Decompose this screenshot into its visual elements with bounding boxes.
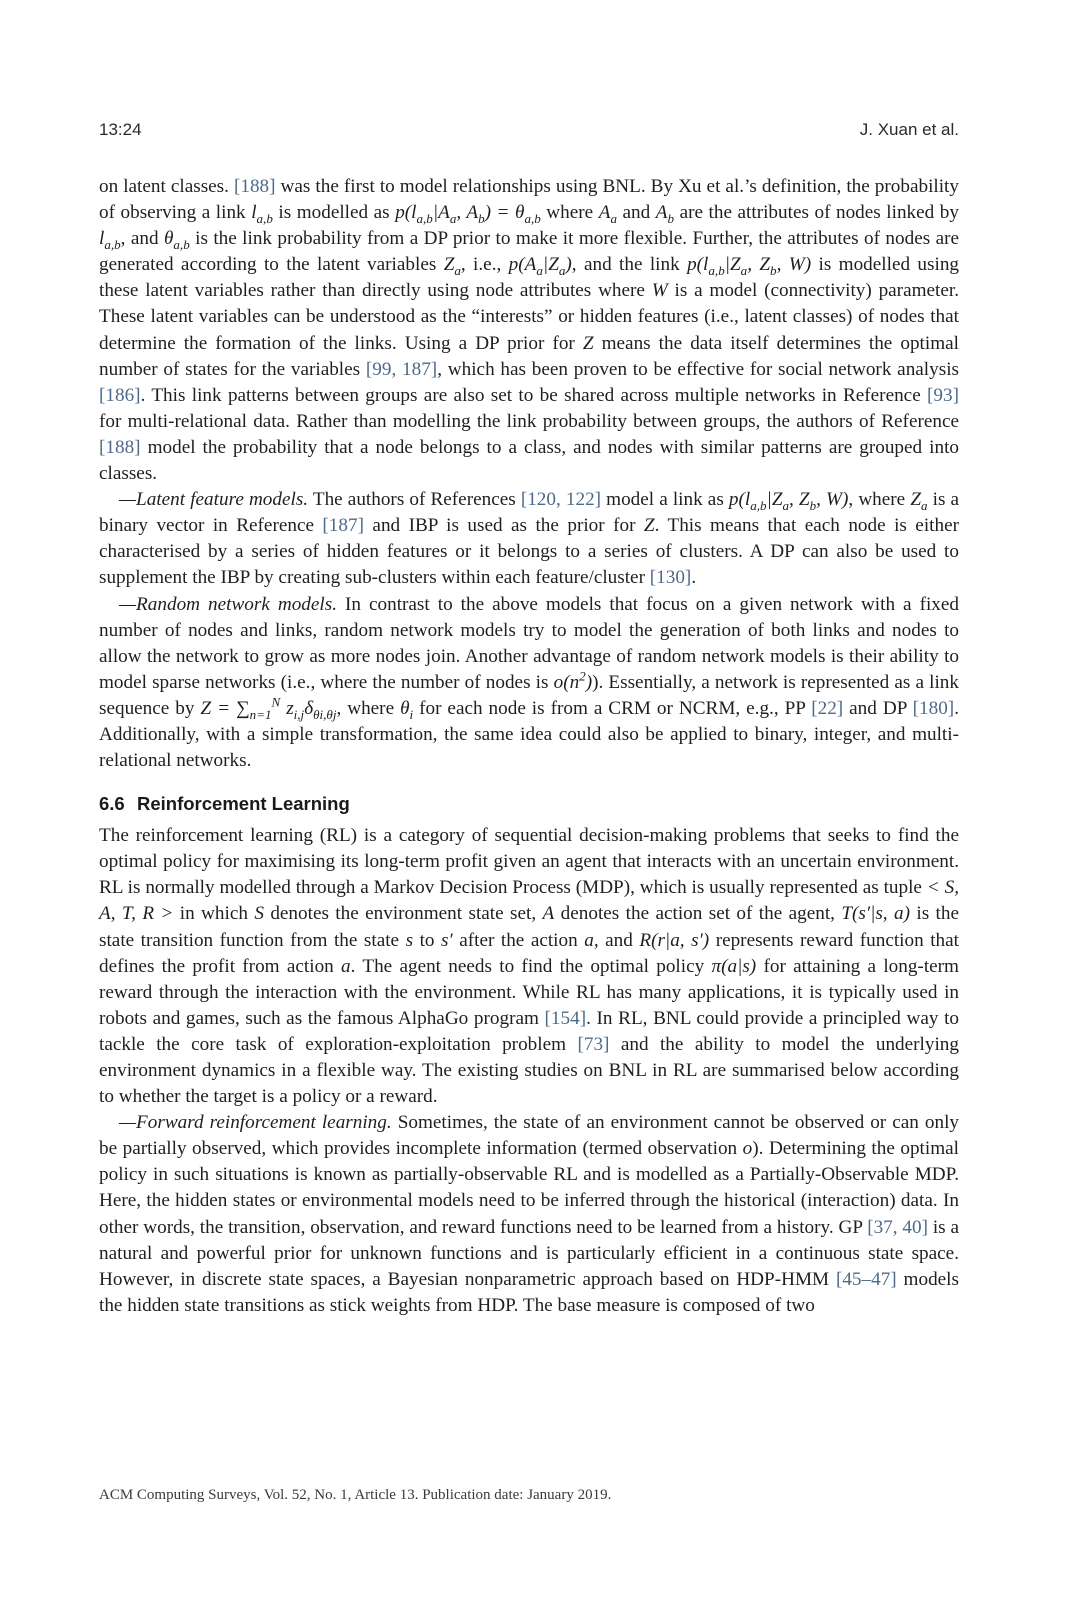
run-in-heading: —Latent feature models. xyxy=(119,489,309,511)
math-inline: R(r|a, s′) xyxy=(639,929,710,951)
math-inline: a xyxy=(341,955,351,977)
math-inline: Z xyxy=(643,515,655,537)
math-inline: a xyxy=(584,929,594,951)
citation-link[interactable]: [73] xyxy=(577,1033,610,1055)
citation-link[interactable]: [22] xyxy=(811,697,844,719)
math-inline: s′ xyxy=(441,929,453,951)
math-inline: $Z = \sum_{n=1}^N$ $z_{i,j}\delta_{\theta i,\theta j}$ xyxy=(200,694,337,722)
run-in-heading: —Random network models. xyxy=(119,593,337,615)
page-footer: ACM Computing Surveys, Vol. 52, No. 1, Article 13. Publication date: January 2019. xyxy=(99,1487,612,1503)
citation-link[interactable]: [180] xyxy=(912,697,955,719)
citation-link[interactable]: [186] xyxy=(99,384,141,406)
citation-link[interactable]: [187] xyxy=(322,515,364,537)
math-inline: $l_{a,b}$ xyxy=(251,202,273,226)
math-inline: s xyxy=(405,929,414,951)
math-inline: A xyxy=(542,903,555,925)
citation-link[interactable]: [99, 187] xyxy=(365,358,438,380)
section-title: Reinforcement Learning xyxy=(137,793,350,815)
math-inline: < S, A, T, R > xyxy=(99,877,959,925)
math-inline: $p(l_{a,b}|Z_a$, $Z_b$, W) xyxy=(728,489,849,513)
math-inline: $p(l_{a,b}|A_a$, $A_b) = \theta_{a,b}$ xyxy=(395,202,541,226)
citation-link[interactable]: [45–47] xyxy=(835,1268,897,1290)
math-inline: $A_b$ xyxy=(655,202,675,226)
running-head xyxy=(99,116,959,144)
citation-link[interactable]: [37, 40] xyxy=(867,1216,928,1238)
citation-link[interactable]: [154] xyxy=(544,1007,587,1029)
paragraph-latent-class: on latent classes. [188] was the first to model relationships using BNL. By Xu et al.’s definition, the probability of observing a link $l_{a,b}$ is modelled as $p(l_{a,b}|A_a$, $A_b) = \theta_{a,b}$ where $A_a$ and $A_b$ are the attributes of nodes linked by $l_{a,b}$, and $\theta_{a,b}$ is the link probability from a DP prior to make it more flexible. Further, the attributes of nodes are generated according to the latent variables $Z_a$, i.e., $p(A_a|Z_a)$, and the link $p(l_{a,b}|Z_a$, $Z_b$, W) is modelled using these latent variables rather than directly using node attributes where W is a model (connectivity) parameter. These latent variables can be understood as the “interests” or hidden features (i.e., latent classes) of nodes that determine the formation of the links. Using a DP prior for Z means the data itself determines the optimal number of states for the variables [99, 187], which has been proven to be effective for social network analysis [186]. This link patterns between groups are also set to be shared across multiple networks in Reference [93] for multi-relational data. Rather than modelling the link probability between groups, the authors of Reference [188] model the probability that a node belongs to a class, and nodes with similar patterns are grouped into classes. xyxy=(99,176,960,485)
body-text xyxy=(99,174,959,1319)
citation-link[interactable]: [120, 122] xyxy=(520,489,602,511)
citation-link[interactable]: [93] xyxy=(927,384,959,406)
math-inline: Z xyxy=(582,332,594,354)
math-inline: $p(l_{a,b}|Z_a$, $Z_b$, W) xyxy=(687,254,812,279)
section-number: 6.6 xyxy=(99,793,125,815)
math-inline: $A_a$ xyxy=(598,202,617,226)
citation-link[interactable]: [188] xyxy=(233,176,276,197)
run-in-heading: —Forward reinforcement learning. xyxy=(119,1112,392,1134)
math-inline: $p(A_a|Z_a)$ xyxy=(508,254,572,279)
math-inline: o xyxy=(742,1138,753,1160)
citation-link[interactable]: [130] xyxy=(649,567,692,589)
math-inline: W xyxy=(651,280,668,302)
math-inline: $\theta_{a,b}$ xyxy=(163,228,190,253)
paragraph-latent-feature-models: —Latent feature models. The authors of References [120, 122] model a link as $p(l_{a,b}|Z_a$, $Z_b$, W), where $Z_a$ is a binary vector in Reference [187] and IBP is used as the prior for Z. This means that each node is either characterised by a series of hidden features or it belongs to a series of clusters. A DP can also be used to supplement the IBP by creating sub-clusters within each feature/cluster [130]. xyxy=(99,489,960,589)
paragraph-random-network-models: —Random network models. In contrast to the above models that focus on a given network with a fixed number of nodes and links, random network models try to model the generation of both links and nodes to allow the network to grow as more nodes join. Another advantage of random network models is their ability to model sparse networks (i.e., where the number of nodes is $o(n^2)$). Essentially, a network is represented as a link sequence by $Z = \sum_{n=1}^N$ $z_{i,j}\delta_{\theta i,\theta j}$, where $\theta_i$ for each node is from a CRM or NCRM, e.g., PP [22] and DP [180]. Additionally, with a simple transformation, the same idea could also be applied to binary, integer, and multi-relational networks. xyxy=(99,593,960,772)
math-inline: $Z_a$ xyxy=(910,489,928,513)
paragraph-rl-intro: The reinforcement learning (RL) is a category of sequential decision-making problems that seeks to find the optimal policy for maximising its long-term profit given an agent that interacts with an uncertain environment. RL is normally modelled through a Markov Decision Process (MDP), which is usually represented as tuple < S, A, T, R > in which S denotes the environment state set, A denotes the action set of the agent, T(s′|s, a) is the state transition function from the state s to s′ after the action a, and R(r|a, s′) represents reward function that defines the profit from action a. The agent needs to find the optimal policy π(a|s) for attaining a long-term reward through the interaction with the environment. While RL has many applications, it is typically used in robots and games, such as the famous AlphaGo program [154]. In RL, BNL could provide a principled way to tackle the core task of exploration-exploitation problem [73] and the ability to model the underlying environment dynamics in a flexible way. The existing studies on BNL in RL are summarised below according to whether the target is a policy or a reward. xyxy=(99,825,959,1108)
math-inline: T(s′|s, a) xyxy=(841,903,910,925)
section-heading xyxy=(99,791,959,817)
page-label: 13:24 xyxy=(99,120,142,139)
running-head-authors: J. Xuan et al. xyxy=(859,120,959,139)
math-inline: $o(n^2)$ xyxy=(553,668,593,693)
math-inline: $Z_a$ xyxy=(443,254,461,279)
math-inline: π(a|s) xyxy=(711,955,757,977)
citation-link[interactable]: [188] xyxy=(99,436,141,458)
math-inline: $\theta_i$ xyxy=(400,697,414,722)
math-inline: S xyxy=(254,903,264,925)
paragraph-forward-rl: —Forward reinforcement learning. Sometimes, the state of an environment cannot be observed or can only be partially observed, which provides incomplete information (termed observation o). Determining the optimal policy in such situations is known as partially-observable RL and is modelled as a Partially-Observable MDP. Here, the hidden states or environmental models need to be inferred through the historical (interaction) data. In other words, the transition, observation, and reward functions need to be learned from a history. GP [37, 40] is a natural and powerful prior for unknown functions and is particularly efficient in a continuous state space. However, in discrete state spaces, a Bayesian nonparametric approach based on HDP-HMM [45–47] models the hidden state transitions as stick weights from HDP. The base measure is composed of two xyxy=(99,1112,959,1316)
math-inline: $l_{a,b}$ xyxy=(99,228,121,253)
